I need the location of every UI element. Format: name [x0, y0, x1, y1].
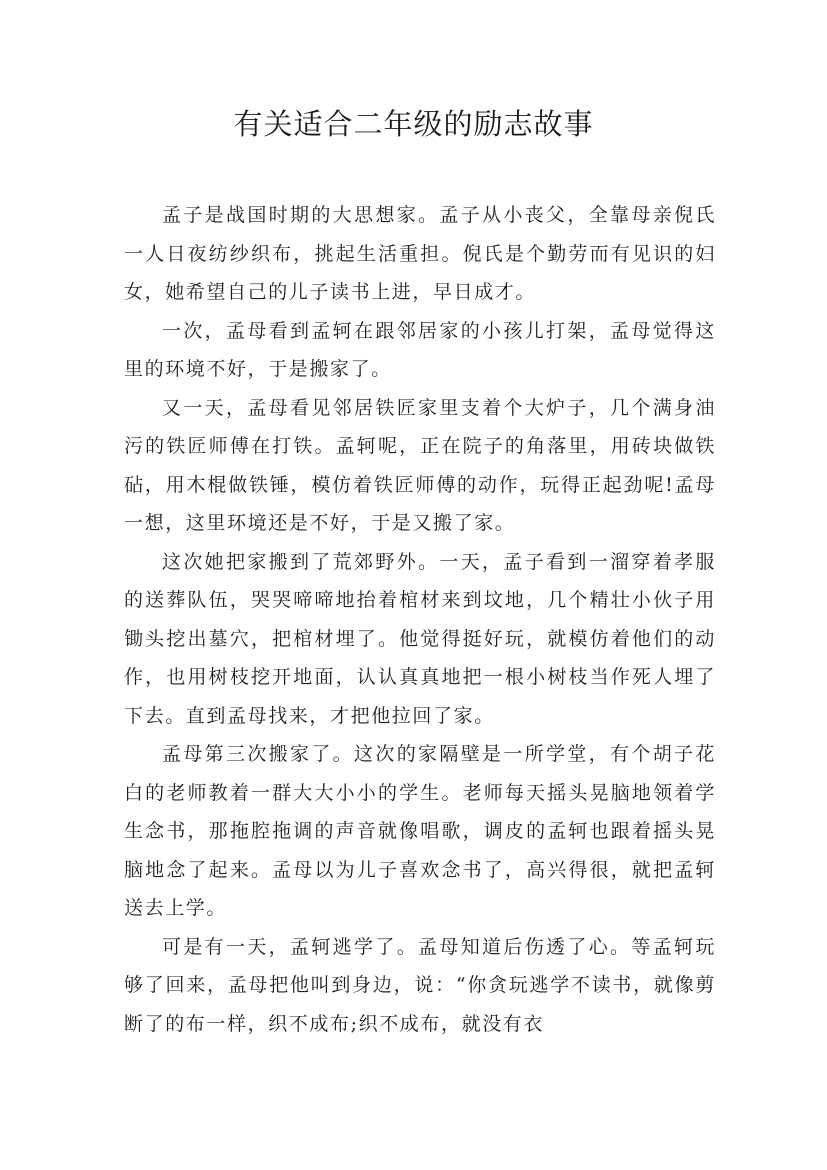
paragraph: 这次她把家搬到了荒郊野外。一天，孟子看到一溜穿着孝服的送葬队伍，哭哭啼啼地抬着棺材来到坟地，几个精壮小伙子用锄头挖出墓穴，把棺材埋了。他觉得挺好玩，就模仿着他们的动作，也用树枝挖开地面，认认真真地把一根小树枝当作死人埋了下去。直到孟母找来，才把他拉回了家。 — [124, 550, 716, 727]
paragraph: 孟子是战国时期的大思想家。孟子从小丧父，全靠母亲倪氏一人日夜纺纱织布，挑起生活重担。倪氏是个勤劳而有见识的妇女，她希望自己的儿子读书上进，早日成才。 — [124, 204, 716, 303]
paragraph: 一次，孟母看到孟轲在跟邻居家的小孩儿打架，孟母觉得这里的环境不好，于是搬家了。 — [124, 319, 716, 380]
paragraph: 可是有一天，孟轲逃学了。孟母知道后伤透了心。等孟轲玩够了回来，孟母把他叫到身边，说：“你贪玩逃学不读书，就像剪断了的布一样，织不成布;织不成布，就没有衣 — [124, 935, 716, 1035]
story-body — [124, 196, 716, 1043]
paragraph: 又一天，孟母看见邻居铁匠家里支着个大炉子，几个满身油污的铁匠师傅在打铁。孟轲呢，正在院子的角落里，用砖块做铁砧，用木棍做铁锤，模仿着铁匠师傅的动作，玩得正起劲呢!孟母一想，这里环境还是不好，于是又搬了家。 — [124, 396, 716, 534]
paragraph: 孟母第三次搬家了。这次的家隔壁是一所学堂，有个胡子花白的老师教着一群大大小小的学生。老师每天摇头晃脑地领着学生念书，那拖腔拖调的声音就像唱歌，调皮的孟轲也跟着摇头晃脑地念了起来。孟母以为儿子喜欢念书了，高兴得很，就把孟轲送去上学。 — [124, 743, 716, 919]
page-title: 有关适合二年级的励志故事 — [233, 107, 594, 141]
